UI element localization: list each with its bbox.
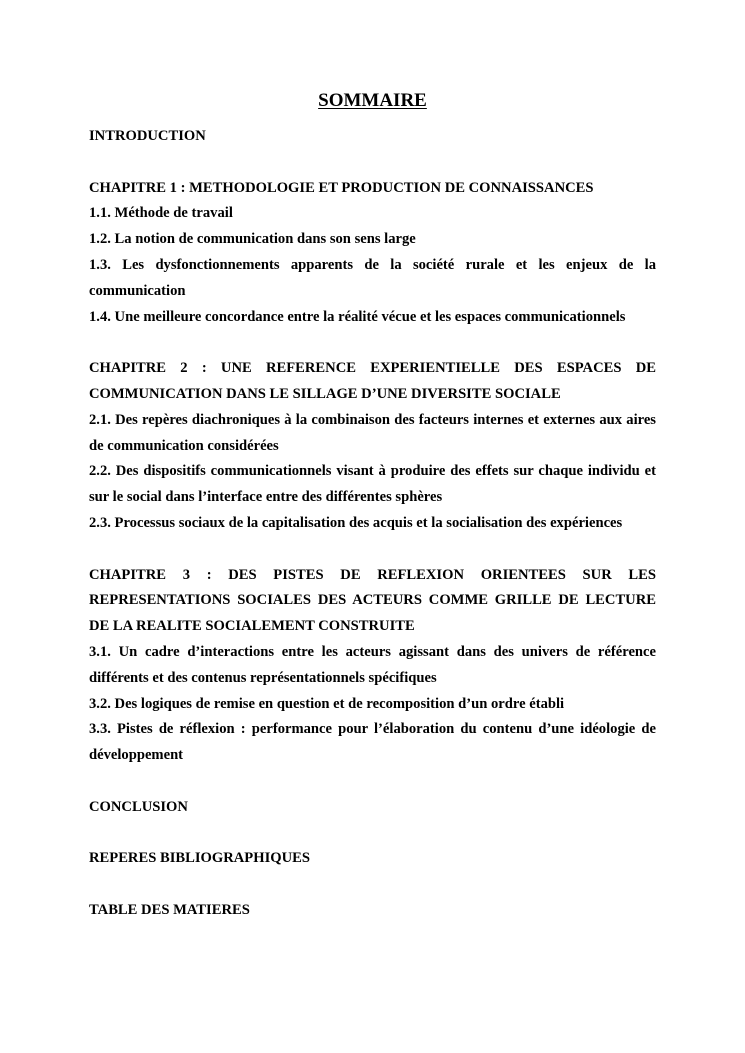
toc-conclusion: CONCLUSION: [89, 798, 188, 815]
toc-introduction: INTRODUCTION: [89, 128, 206, 144]
spacer: [89, 872, 656, 898]
spacer: [89, 537, 656, 563]
toc-section-1-2: 1.2. La notion de communication dans son sens large: [89, 231, 416, 248]
toc-references: REPERES BIBLIOGRAPHIQUES: [89, 850, 310, 867]
spacer: [89, 769, 656, 795]
spacer: [89, 330, 656, 356]
toc-section-3-1: 3.1. Un cadre d’interactions entre les acteurs agissant dans des univers de référence différents et des contenus représentationnels spécifiques: [89, 643, 656, 686]
toc-table-of-contents: TABLE DES MATIERES: [89, 901, 250, 918]
toc-chapter-1-heading: CHAPITRE 1 : METHODOLOGIE ET PRODUCTION DE CONNAISSANCES: [89, 179, 594, 196]
toc-chapter-3-heading: CHAPITRE 3 : DES PISTES DE REFLEXION ORIENTEES SUR LES REPRESENTATIONS SOCIALES DES ACTEURS COMME GRILLE DE LECTURE DE LA REALITE SOCIALEMENT CONSTRUITE: [89, 566, 656, 635]
toc-section-2-1: 2.1. Des repères diachroniques à la combinaison des facteurs internes et externes aux aires de communication considérées: [89, 411, 656, 454]
toc-section-3-2: 3.2. Des logiques de remise en question et de recomposition d’un ordre établi: [89, 695, 565, 712]
spacer: [89, 821, 656, 847]
document-page: [89, 0, 656, 1053]
spacer: [89, 150, 656, 176]
page-title: SOMMAIRE: [318, 90, 427, 111]
toc-section-1-4: 1.4. Une meilleure concordance entre la réalité vécue et les espaces communicationnels: [89, 308, 626, 325]
toc-section-2-2: 2.2. Des dispositifs communicationnels visant à produire des effets sur chaque individu et sur le social dans l’interface entre des différentes sphères: [89, 463, 656, 506]
toc-section-1-3: 1.3. Les dysfonctionnements apparents de la société rurale et les enjeux de la communication: [89, 256, 656, 299]
toc-chapter-2-heading: CHAPITRE 2 : UNE REFERENCE EXPERIENTIELLE DES ESPACES DE COMMUNICATION DANS LE SILLAGE D’UNE DIVERSITE SOCIALE: [89, 360, 656, 402]
table-of-contents: [89, 124, 656, 924]
toc-section-2-3: 2.3. Processus sociaux de la capitalisation des acquis et la socialisation des expériences: [89, 514, 623, 531]
toc-section-1-1: 1.1. Méthode de travail: [89, 205, 233, 222]
toc-section-3-3: 3.3. Pistes de réflexion : performance pour l’élaboration du contenu d’une idéologie de développement: [89, 721, 656, 764]
